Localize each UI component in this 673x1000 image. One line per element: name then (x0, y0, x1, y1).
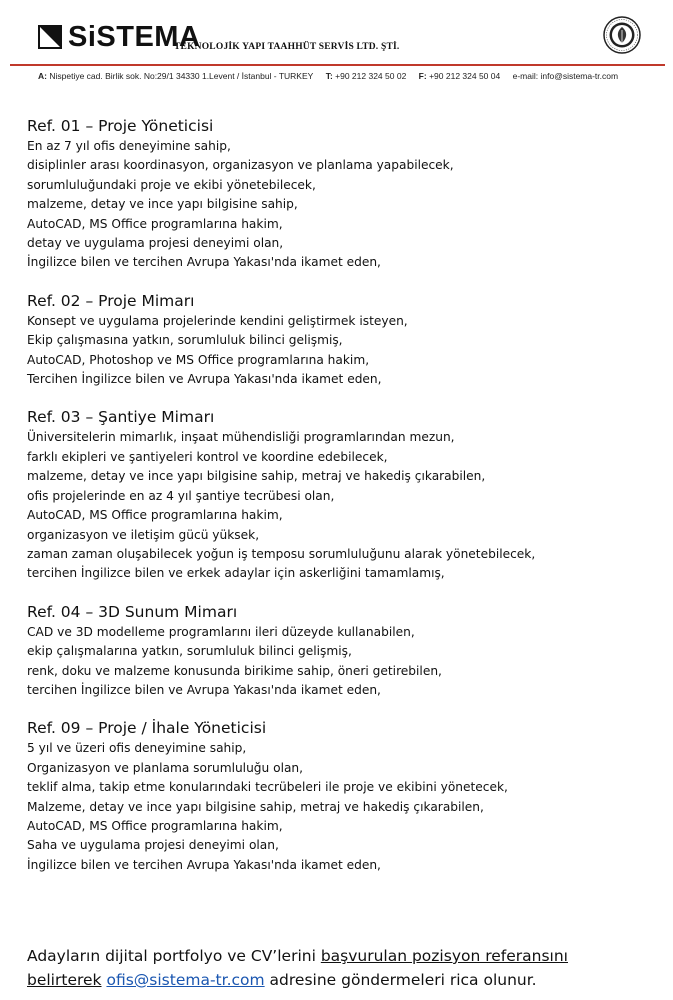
requirement-line: CAD ve 3D modelleme programlarını ileri düzeyde kullanabilen, (27, 624, 415, 639)
company-logo-mark (38, 25, 62, 49)
job-listings (27, 116, 657, 893)
requirement-line: Ekip çalışmasına yatkın, sorumluluk bilinci gelişmiş, (27, 333, 343, 348)
requirement-line: organizasyon ve iletişim gücü yüksek, (27, 527, 260, 542)
application-instructions (27, 944, 667, 992)
requirement-line: renk, doku ve malzeme konusunda birikime sahip, öneri getirebilen, (27, 663, 442, 678)
requirement-line: malzeme, detay ve ince yapı bilgisine sahip, (27, 197, 298, 212)
requirement-line: Tercihen İngilizce bilen ve Avrupa Yakası'nda ikamet eden, (27, 372, 382, 387)
footer-underlined-text: başvurulan pozisyon referansını (320, 947, 568, 965)
address-label: A: (38, 71, 47, 81)
job-title: Ref. 02 – Proje Mimarı (27, 291, 195, 310)
company-tagline: TEKNOLOJİK YAPI TAAHHÜT SERVİS LTD. ŞTİ. (174, 42, 400, 52)
requirement-line: AutoCAD, Photoshop ve MS Office programlarına hakim, (27, 352, 370, 367)
phone-text: +90 212 324 50 02 (335, 71, 407, 81)
requirement-line: disiplinler arası koordinasyon, organizasyon ve planlama yapabilecek, (27, 158, 454, 173)
job-section-ref-09 (27, 718, 657, 875)
requirement-line: En az 7 yıl ofis deneyimine sahip, (27, 139, 231, 153)
footer-text: Adayların dijital portfolyo ve CV’lerini (27, 947, 321, 965)
phone-label: T: (325, 71, 333, 81)
fax-label: F: (418, 71, 427, 81)
footer-text: adresine göndermeleri rica olunur. (264, 971, 537, 989)
footer-underlined-text: belirterek (27, 971, 102, 989)
requirement-line: ofis projelerinde en az 4 yıl şantiye tecrübesi olan, (27, 488, 335, 503)
application-email-link[interactable]: ofis@sistema-tr.com (106, 971, 265, 989)
job-title: Ref. 04 – 3D Sunum Mimarı (27, 602, 238, 621)
address-text: Nispetiye cad. Birlik sok. No:29/1 34330 1.Levent / İstanbul - TURKEY (49, 71, 314, 81)
requirement-line: teklif alma, takip etme konularındaki tecrübeleri ile proje ve ekibini yönetecek, (27, 780, 508, 795)
email-text[interactable]: info@sistema-tr.com (540, 71, 619, 81)
fax-text: +90 212 324 50 04 (429, 71, 501, 81)
requirement-line: AutoCAD, MS Office programlarına hakim, (27, 508, 283, 523)
requirement-line: AutoCAD, MS Office programlarına hakim, (27, 216, 283, 231)
requirement-line: Saha ve uygulama projesi deneyimi olan, (27, 838, 279, 853)
job-section-ref-03 (27, 407, 657, 583)
requirement-line: tercihen İngilizce bilen ve erkek adaylar için askerliğini tamamlamış, (27, 566, 445, 581)
requirement-line: malzeme, detay ve ince yapı bilgisine sahip, metraj ve hakediş çıkarabilen, (27, 469, 486, 484)
job-title: Ref. 01 – Proje Yöneticisi (27, 117, 214, 135)
requirement-line: tercihen İngilizce bilen ve Avrupa Yakası'nda ikamet eden, (27, 682, 381, 697)
company-brand: SiSTEMA (68, 21, 201, 53)
job-section-ref-02 (27, 291, 657, 390)
job-title: Ref. 03 – Şantiye Mimarı (27, 408, 215, 427)
requirement-line: İngilizce bilen ve tercihen Avrupa Yakası'nda ikamet eden, (27, 857, 381, 872)
requirement-line: ekip çalışmalarına yatkın, sorumluluk bilinci gelişmiş, (27, 644, 352, 659)
job-section-ref-01 (27, 116, 657, 273)
requirement-line: Organizasyon ve planlama sorumluluğu olan, (27, 760, 304, 775)
job-title: Ref. 09 – Proje / İhale Yöneticisi (27, 719, 267, 738)
requirement-line: İngilizce bilen ve tercihen Avrupa Yakası'nda ikamet eden, (27, 255, 381, 270)
requirement-line: Üniversitelerin mimarlık, inşaat mühendisliği programlarından mezun, (27, 430, 455, 445)
requirement-line: Konsept ve uygulama projelerinde kendini geliştirmek isteyen, (27, 313, 408, 328)
requirement-line: Malzeme, detay ve ince yapı bilgisine sahip, metraj ve hakediş çıkarabilen, (27, 799, 484, 814)
requirement-line: farklı ekipleri ve şantiyeleri kontrol ve koordine edebilecek, (27, 449, 388, 464)
email-label: e-mail: (512, 71, 539, 81)
header-divider (10, 64, 665, 66)
requirement-line: AutoCAD, MS Office programlarına hakim, (27, 818, 283, 833)
job-section-ref-04 (27, 602, 657, 701)
requirement-line: zaman zaman oluşabilecek yoğun iş temposu sorumluluğunu alarak yönetebilecek, (27, 546, 536, 561)
requirement-line: sorumluluğundaki proje ve ekibi yönetebilecek, (27, 177, 316, 192)
requirement-line: detay ve uygulama projesi deneyimi olan, (27, 236, 284, 251)
certification-seal-icon (603, 16, 641, 54)
contact-bar (38, 70, 648, 82)
requirement-line: 5 yıl ve üzeri ofis deneyimine sahip, (27, 741, 247, 756)
